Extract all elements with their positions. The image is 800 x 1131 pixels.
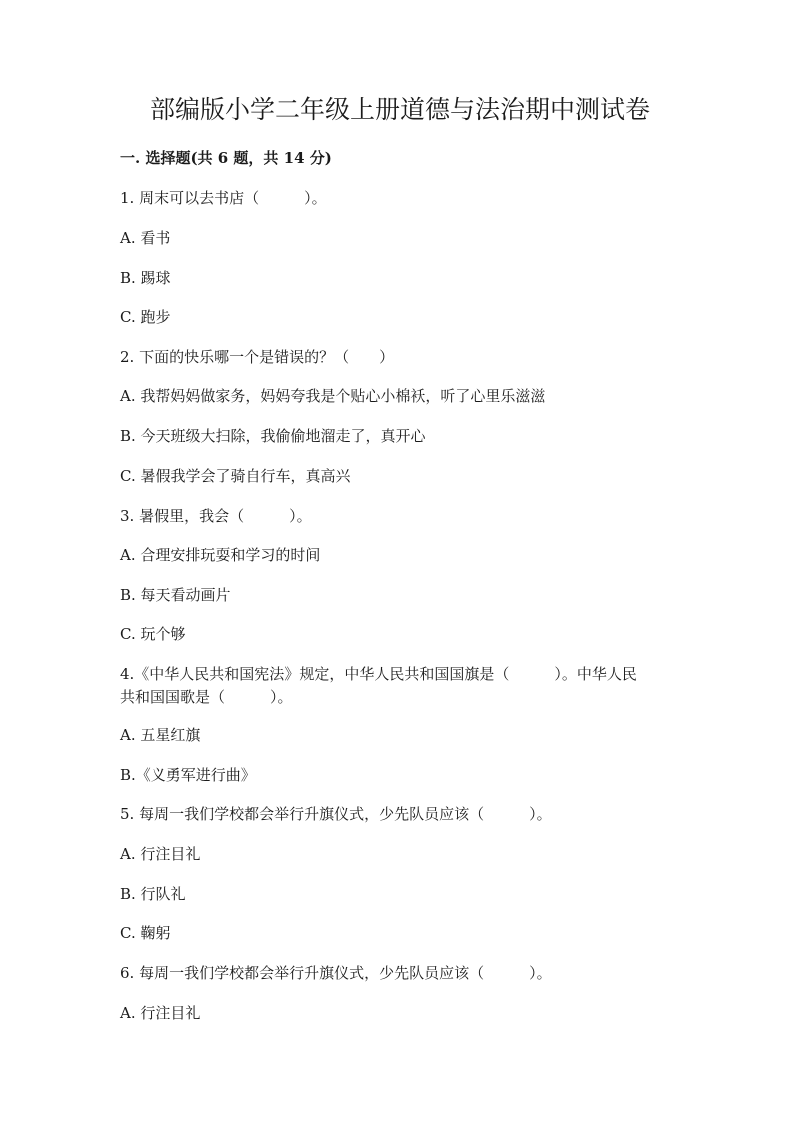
question-5-option-a: A. 行注目礼 (120, 845, 201, 863)
question-6-option-a: A. 行注目礼 (120, 1004, 201, 1022)
question-6-stem: 6. 每周一我们学校都会举行升旗仪式，少先队员应该（ ）。 (120, 964, 552, 982)
question-3-option-c: C. 玩个够 (120, 625, 186, 643)
question-1-stem: 1. 周末可以去书店（ ）。 (120, 189, 327, 207)
question-2-option-b: B. 今天班级大扫除，我偷偷地溜走了，真开心 (120, 427, 426, 445)
question-2-stem: 2. 下面的快乐哪一个是错误的？（ ） (120, 348, 395, 366)
question-1-option-a: A. 看书 (120, 229, 171, 247)
question-2-option-c: C. 暑假我学会了骑自行车，真高兴 (120, 467, 351, 485)
question-4-option-a: A. 五星红旗 (120, 726, 201, 744)
section-heading: 一. 选择题(共 6 题，共 14 分) (120, 149, 332, 167)
question-3-option-a: A. 合理安排玩耍和学习的时间 (120, 546, 321, 564)
question-5-option-c: C. 鞠躬 (120, 924, 171, 942)
question-2-option-a: A. 我帮妈妈做家务，妈妈夸我是个贴心小棉袄，听了心里乐滋滋 (120, 387, 546, 405)
question-3-option-b: B. 每天看动画片 (120, 586, 231, 604)
question-5-option-b: B. 行队礼 (120, 885, 186, 903)
exam-title: 部编版小学二年级上册道德与法治期中测试卷 (149, 95, 650, 124)
question-1-option-b: B. 踢球 (120, 269, 171, 287)
question-1-option-c: C. 跑步 (120, 308, 171, 326)
question-4-stem-line-2: 共和国国歌是（ ）。 (120, 688, 293, 706)
question-5-stem: 5. 每周一我们学校都会举行升旗仪式，少先队员应该（ ）。 (120, 805, 552, 823)
question-4-stem-line-1: 4.《中华人民共和国宪法》规定，中华人民共和国国旗是（ ）。中华人民 (120, 665, 637, 683)
question-4-option-b: B.《义勇军进行曲》 (120, 766, 256, 784)
question-3-stem: 3. 暑假里，我会（ ）。 (120, 507, 312, 525)
